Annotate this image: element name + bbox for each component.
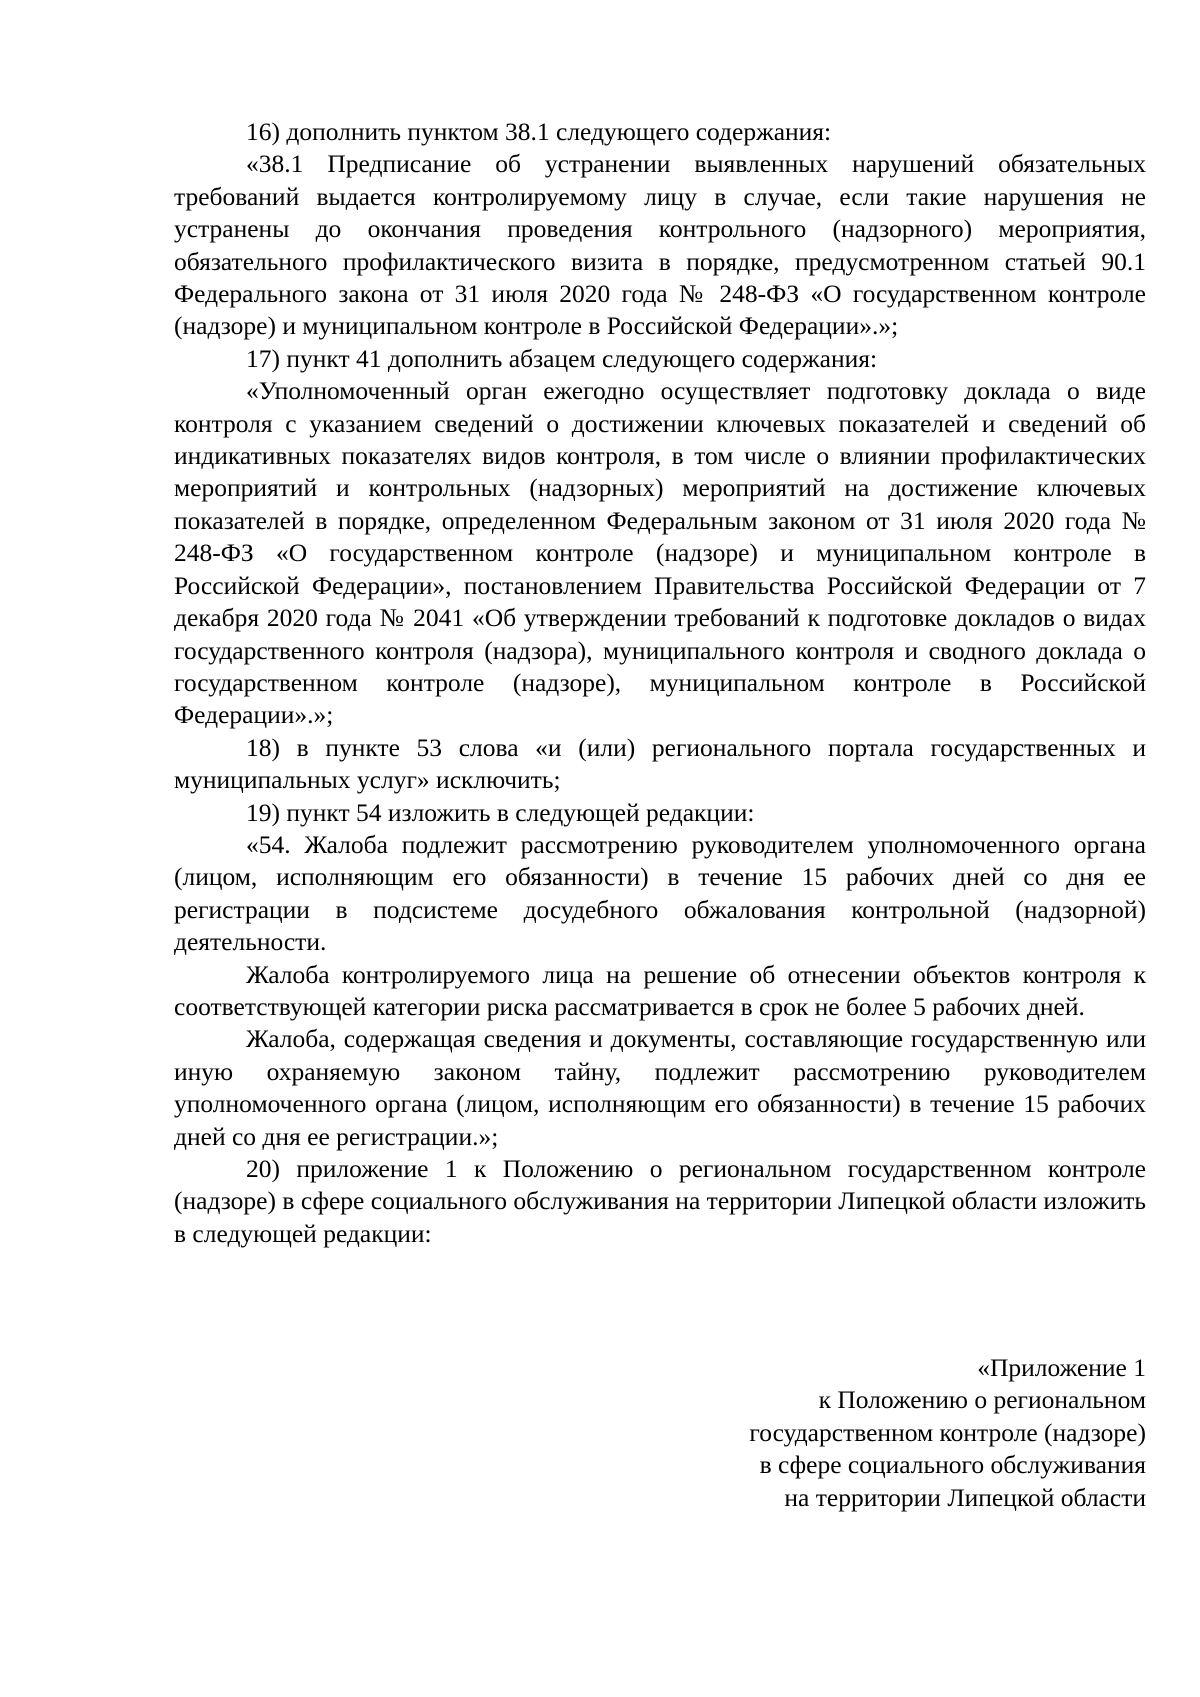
paragraph-item-16: 16) дополнить пунктом 38.1 следующего содержания: <box>246 117 832 146</box>
paragraph-item-17: 17) пункт 41 дополнить абзацем следующего содержания: <box>246 343 878 373</box>
paragraph-item-20: 20) приложение 1 к Положению о региональном государственном контроле (надзоре) в сфере социального обслуживания на территории Липецкой области изложить в следующей редакции: <box>174 1154 1146 1248</box>
appendix-line-5: на территории Липецкой области <box>784 1482 1146 1512</box>
paragraph-report-clause: «Уполномоченный орган ежегодно осуществляет подготовку доклада о виде контроля с указанием сведений о достижении ключевых показателей и сведений об индикативных показателях видов контроля, в том числе о влиянии профилактических мероприятий и контрольных (надзорных) мероприятий на достижение ключевых показателей в порядке, определенном Федеральным законом от 31 июля 2020 года № 248-ФЗ «О государственном контроле (надзоре) и муниципальном контроле в Российской Федерации», постановлением Правительства Российской Федерации от 7 декабря 2020 года № 2041 «Об утверждении требований к подготовке докладов о видах государственного контроля (надзора), муниципального контроля и сводного доклада о государственном контроле (надзоре), муниципальном контроле в Российской Федерации».»; <box>174 376 1146 730</box>
appendix-line-2: к Положению о региональном <box>818 1385 1146 1415</box>
paragraph-complaint-secret: Жалоба, содержащая сведения и документы, составляющие государственную или иную охраняемую законом тайну, подлежит рассмотрению руководителем уполномоченного органа (лицом, исполняющим его обязанности) в течение 15 рабочих дней со дня ее регистрации.»; <box>174 1024 1146 1151</box>
appendix-header <box>626 1352 1146 1514</box>
appendix-line-4: в сфере социального обслуживания <box>759 1450 1146 1480</box>
paragraph-clause-54: «54. Жалоба подлежит рассмотрению руководителем уполномоченного органа (лицом, исполняющим его обязанности) в течение 15 рабочих дней со дня ее регистрации в подсистеме досудебного обжалования контрольной (надзорной) деятельности. <box>174 829 1146 957</box>
appendix-line-1: «Приложение 1 <box>977 1353 1146 1382</box>
paragraph-item-18: 18) в пункте 53 слова «и (или) регионального портала государственных и муниципальных услуг» исключить; <box>174 732 1146 795</box>
appendix-line-3: государственном контроле (надзоре) <box>749 1417 1146 1447</box>
paragraph-item-19: 19) пункт 54 изложить в следующей редакции: <box>246 797 755 827</box>
paragraph-clause-38-1: «38.1 Предписание об устранении выявленных нарушений обязательных требований выдается контролируемому лицу в случае, если такие нарушения не устранены до окончания проведения контрольного (надзорного) мероприятия, обязательного профилактического визита в порядке, предусмотренном статьей 90.1 Федерального закона от 31 июля 2020 года № 248-ФЗ «О государственном контроле (надзоре) и муниципальном контроле в Российской Федерации».»; <box>174 149 1146 341</box>
paragraph-complaint-risk: Жалоба контролируемого лица на решение об отнесении объектов контроля к соответствующей категории риска рассматривается в срок не более 5 рабочих дней. <box>174 959 1146 1021</box>
document-body <box>174 116 1146 1250</box>
